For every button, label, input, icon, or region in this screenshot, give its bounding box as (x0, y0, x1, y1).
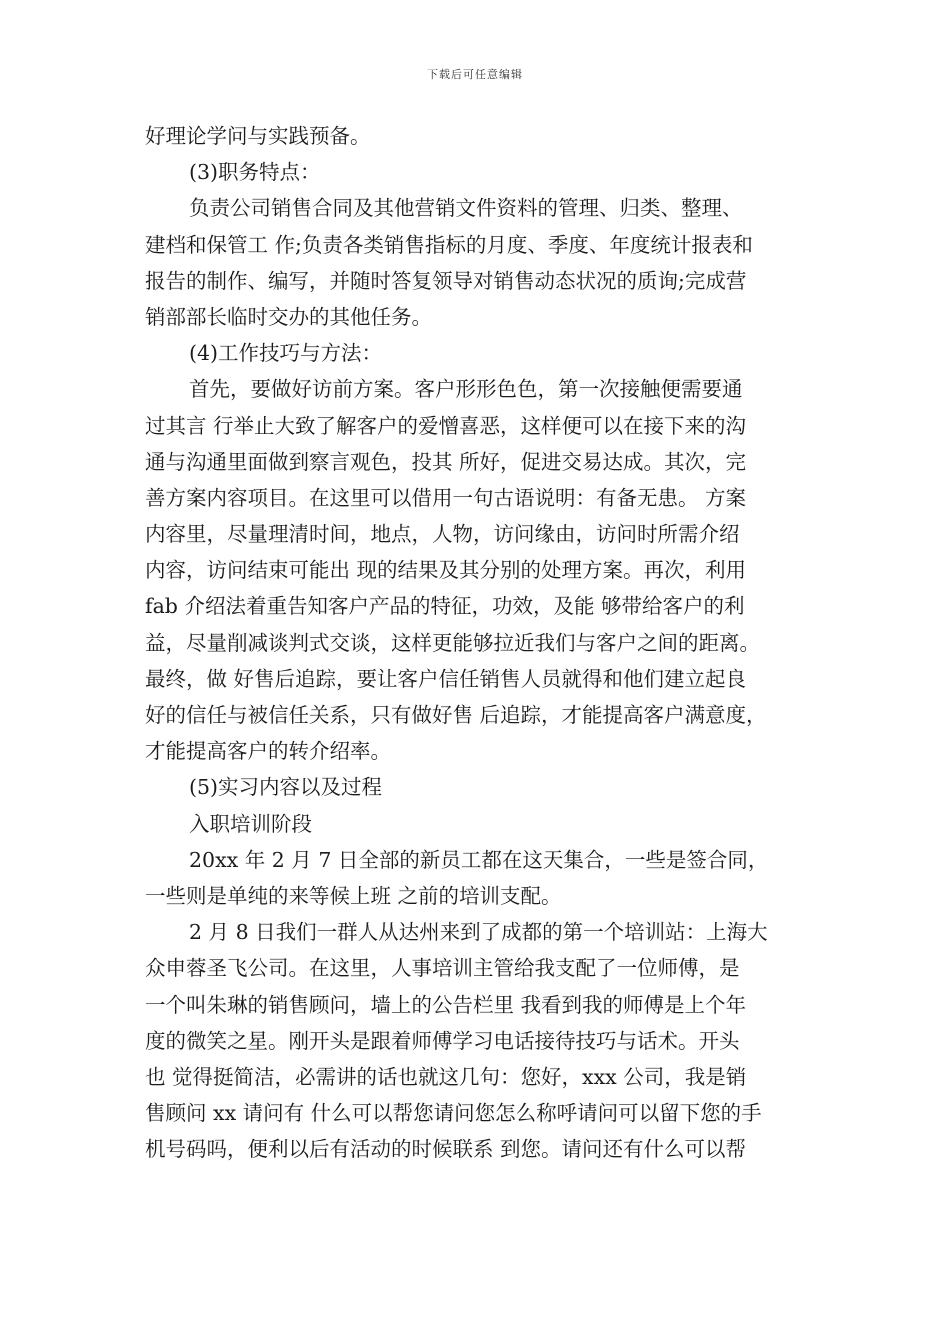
text-line: 内容里，尽量理清时间，地点，人物，访问缘由，访问时所需介绍 (145, 522, 740, 547)
text-line: 售顾问 xx 请问有 什么可以帮您请问您怎么称呼请问可以留下您的手 (145, 1101, 762, 1126)
text-line: 负责公司销售合同及其他营销文件资料的管理、归类、整理、 (189, 196, 743, 221)
page-header: 下载后可任意编辑 (427, 68, 523, 81)
text-line: fab 介绍法着重告知客户产品的特征，功效，及能 够带给客户的利 (145, 594, 745, 619)
text-line: 最终，做 好售后追踪，要让客户信任销售人员就得和他们建立起良 (145, 666, 747, 691)
text-line: 首先，要做好访前方案。客户形形色色，第一次接触便需要通 (189, 377, 743, 402)
text-line: 20xx 年 2 月 7 日全部的新员工都在这天集合，一些是签合同， (189, 847, 769, 872)
text-line: 善方案内容项目。在这里可以借用一句古语说明：有备无患。 方案 (145, 485, 747, 510)
text-line: 机号码吗，便利以后有活动的时候联系 到您。请问还有什么可以帮 (145, 1137, 747, 1162)
text-line: 入职培训阶段 (189, 811, 312, 836)
text-line: 也 觉得挺简洁，必需讲的话也就这几句：您好，xxx 公司，我是销 (145, 1064, 747, 1089)
text-line: 通与沟通里面做到察言观色，投其 所好，促进交易达成。其次，完 (145, 449, 747, 474)
text-line: (5)实习内容以及过程 (189, 775, 383, 800)
document-body (145, 118, 825, 1167)
text-line: 销部部长临时交办的其他任务。 (145, 304, 432, 329)
text-line: 众申蓉圣飞公司。在这里，人事培训主管给我支配了一位师傅，是 (145, 956, 740, 981)
text-line: 内容，访问结束可能出 现的结果及其分别的处理方案。再次，利用 (145, 558, 747, 583)
text-line: 好理论学问与实践预备。 (145, 124, 371, 148)
text-line: 报告的制作、编写，并随时答复领导对销售动态状况的质询;完成营 (145, 268, 747, 293)
text-line: 建档和保管工 作;负责各类销售指标的月度、季度、年度统计报表和 (145, 232, 753, 257)
text-line: 益，尽量削减谈判式交谈，这样更能够拉近我们与客户之间的距离。 (145, 630, 760, 655)
text-line: 一个叫朱琳的销售顾问，墙上的公告栏里 我看到我的师傅是上个年 (145, 992, 747, 1017)
text-line: 才能提高客户的转介绍率。 (145, 739, 391, 764)
text-line: (4)工作技巧与方法： (189, 341, 383, 366)
text-line: 度的微笑之星。刚开头是跟着师傅学习电话接待技巧与话术。开头 (145, 1028, 740, 1053)
text-line: 过其言 行举止大致了解客户的爱憎喜恶，这样便可以在接下来的沟 (145, 413, 747, 438)
text-line: 2 月 8 日我们一群人从达州来到了成都的第一个培训站：上海大 (189, 920, 768, 945)
text-line: 好的信任与被信任关系，只有做好售 后追踪，才能提高客户满意度， (145, 703, 767, 727)
text-line: (3)职务特点： (189, 160, 321, 185)
text-line: 一些则是单纯的来等候上班 之前的培训支配。 (145, 883, 562, 908)
